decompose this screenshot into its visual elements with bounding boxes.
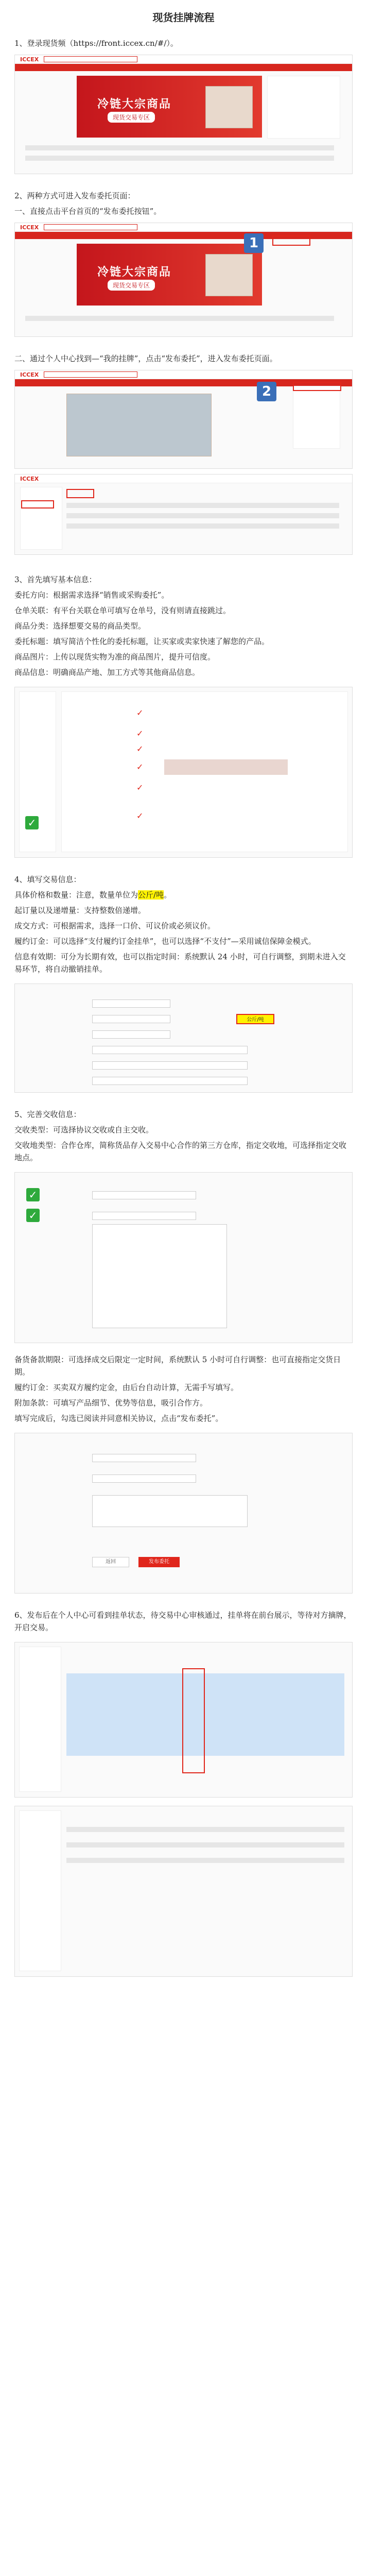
my-listing-highlight	[293, 382, 341, 391]
login-panel	[267, 76, 340, 139]
check-mark: ✓	[136, 728, 144, 738]
user-dropdown-menu	[293, 386, 340, 449]
step-5-line: 交收地类型：合作仓库，简称货品存入交易中心合作的第三方仓库，指定交收地，可选择指定交收地点。	[14, 1141, 347, 1162]
step-badge-2: 2	[257, 382, 276, 401]
step-4-heading: 4、填写交易信息：	[14, 875, 81, 884]
sidebar-menu	[19, 1810, 61, 1971]
step-2-way-2: 二、通过个人中心找到—“我的挂牌”，点击“发布委托”，进入发布委托页面。	[14, 354, 277, 363]
check-mark: ✓	[136, 708, 144, 718]
delivery-type-field	[92, 1191, 196, 1199]
green-check-icon: ✓	[26, 1188, 40, 1201]
step-3-line: 商品分类：选择想要交易的商品类型。	[14, 621, 146, 631]
screenshot-trade-info-form	[14, 984, 353, 1093]
banner-subtitle: 现货交易专区	[108, 112, 155, 123]
screenshot-basic-info-form	[14, 687, 353, 858]
unit-highlight: 公斤/吨	[138, 890, 164, 900]
site-logo: ICCEX	[20, 224, 39, 231]
banner-subtitle: 现货交易专区	[108, 280, 155, 291]
submit-button[interactable]: 发布委托	[138, 1557, 180, 1567]
product-photo	[66, 394, 212, 456]
step-1-line: 1、登录现货频（https://front.iccex.cn/#/）。	[14, 39, 178, 48]
step-3-line: 委托方向：根据需求选择“销售或采购委托”。	[14, 590, 169, 600]
delivery-deadline-field	[92, 1454, 196, 1462]
placeholder-row	[25, 316, 334, 321]
step-2-heading: 2、两种方式可进入发布委托页面：	[14, 191, 135, 200]
step-badge-1: 1	[244, 233, 264, 253]
extra-terms-field	[92, 1495, 248, 1527]
placeholder-row	[66, 513, 339, 518]
banner-title: 冷链大宗商品	[97, 266, 172, 279]
screenshot-homepage	[14, 55, 353, 174]
step-3-line: 仓单关联：有平台关联仓单可填写仓单号，没有则请直接跳过。	[14, 606, 231, 615]
check-mark: ✓	[136, 811, 144, 821]
banner-product-image	[205, 254, 253, 296]
banner-product-image	[205, 86, 253, 128]
placeholder-row	[66, 503, 339, 508]
sidebar-menu	[19, 1647, 61, 1792]
step-4-price-tail: 。	[164, 890, 172, 900]
warehouse-type-field	[92, 1212, 196, 1220]
publish-entrust-highlight	[66, 489, 94, 498]
site-logo: ICCEX	[20, 371, 39, 378]
step-3-line: 委托标题：填写简洁个性化的委托标题，让买家或卖家快速了解您的产品。	[14, 637, 270, 646]
sidebar-my-listing-highlight	[21, 500, 54, 509]
status-column-highlight	[182, 1668, 205, 1773]
homepage-banner	[77, 76, 262, 138]
step-5-line-2: 填写完成后，勾选已阅读并同意相关协议，点击“发布委托”。	[14, 1414, 223, 1423]
banner-title: 冷链大宗商品	[97, 98, 172, 111]
deal-type-field	[92, 1046, 248, 1054]
cancel-button[interactable]: 返回	[92, 1557, 129, 1567]
min-order-field	[92, 1030, 170, 1039]
step-4-line: 成交方式：可根据需求，选择一口价、可议价或必须议价。	[14, 921, 216, 930]
placeholder-row	[25, 145, 334, 150]
screenshot-my-listing	[14, 474, 353, 555]
screenshot-publish-button	[14, 223, 353, 337]
check-mark: ✓	[136, 762, 144, 772]
step-5-line-2: 履约订金：买卖双方履约定金，由后台自动计算，无需手写填写。	[14, 1383, 239, 1392]
screenshot-submit-form	[14, 1433, 353, 1594]
deadline-date-field	[92, 1475, 196, 1483]
step-3-line: 商品信息：明确商品产地、加工方式等其他商品信息。	[14, 668, 200, 677]
site-logo: ICCEX	[20, 56, 39, 63]
listing-status-table	[66, 1673, 344, 1756]
site-topbar	[15, 370, 352, 379]
step-5-line: 交收类型：可选择协议交收或自主交收。	[14, 1125, 154, 1134]
site-navbar	[15, 64, 352, 71]
site-search-box	[44, 224, 137, 230]
site-topbar	[15, 55, 352, 64]
step-5-line-2: 备货备款期限：可选择成交后限定一定时间，系统默认 5 小时可自行调整：也可直接指定交货日期。	[14, 1355, 341, 1377]
site-logo: ICCEX	[20, 475, 39, 482]
check-mark: ✓	[136, 744, 144, 754]
quantity-field	[92, 1015, 170, 1023]
product-image-strip	[164, 759, 288, 775]
placeholder-row	[66, 1858, 344, 1863]
sidebar-menu	[20, 487, 62, 550]
site-search-box	[44, 371, 137, 378]
placeholder-row	[66, 523, 339, 529]
green-check-icon: ✓	[25, 816, 39, 829]
warehouse-dropdown-list	[92, 1224, 227, 1328]
validity-field	[92, 1077, 248, 1085]
step-3-line: 商品图片：上传以现货实物为准的商品图片，提升可信度。	[14, 652, 216, 662]
page-title: 现货挂牌流程	[152, 11, 215, 24]
step-1-text	[0, 37, 367, 49]
step-6-heading: 6、发布后在个人中心可看到挂单状态，待交易中心审核通过，挂单将在前台展示，等待对方摘牌，开启交易。	[14, 1611, 352, 1632]
placeholder-row	[25, 156, 334, 161]
step-4-line: 信息有效期：可分为长期有效，也可以指定时间：系统默认 24 小时，可自行调整，到期未进入交易环节，将自动撤销挂单。	[14, 952, 346, 974]
placeholder-row	[66, 1842, 344, 1848]
step-4-line: 履约订金：可以选择“支付履约订金挂单”，也可以选择“不支付”—采用诚信保障金模式。	[14, 937, 316, 946]
step-5-heading: 5、完善交收信息：	[14, 1110, 81, 1119]
screenshot-listing-detail	[14, 1806, 353, 1977]
unit-field: 公斤/吨	[236, 1014, 274, 1024]
site-search-box	[44, 56, 137, 62]
step-4-line: 起订量以及递增量：支持整数倍递增。	[14, 906, 146, 915]
homepage-banner	[77, 244, 262, 306]
price-field	[92, 999, 170, 1008]
step-4-price-text: 具体价格和数量：注意，数量单位为	[14, 890, 138, 900]
screenshot-listing-status	[14, 1642, 353, 1798]
screenshot-personal-center	[14, 370, 353, 469]
step-2-way-1: 一、直接点击平台首页的“发布委托按钮”。	[14, 207, 162, 216]
screenshot-delivery-info-form	[14, 1172, 353, 1343]
step-3-heading: 3、首先填写基本信息：	[14, 575, 97, 584]
site-topbar	[15, 474, 352, 483]
site-topbar	[15, 223, 352, 232]
check-mark: ✓	[136, 783, 144, 792]
step-4-line	[0, 889, 367, 901]
deposit-field	[92, 1061, 248, 1070]
green-check-icon: ✓	[26, 1209, 40, 1222]
placeholder-row	[66, 1827, 344, 1832]
publish-button-highlight	[272, 235, 310, 246]
step-5-line-2: 附加条款：可填写产品细节、优势等信息，吸引合作方。	[14, 1398, 208, 1408]
